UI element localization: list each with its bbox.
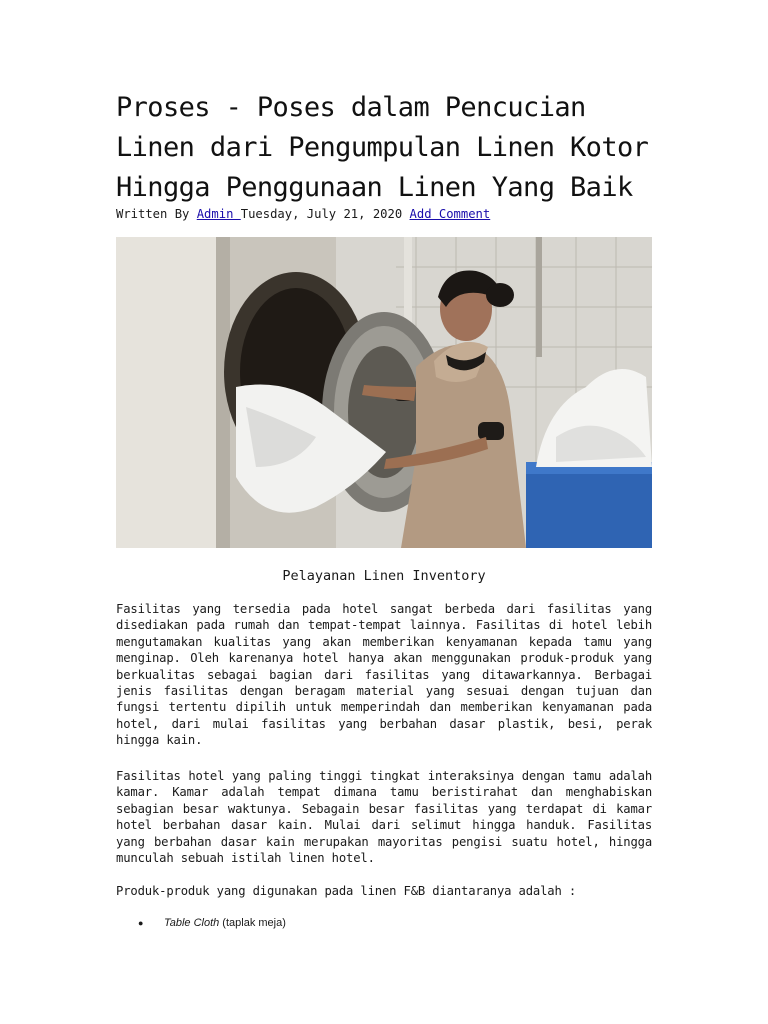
author-link[interactable]: Admin [196,207,241,221]
add-comment-link[interactable]: Add Comment [409,207,491,221]
paragraph: Produk-produk yang digunakan pada linen F&B diantaranya adalah : [116,884,576,898]
laundry-photo [116,237,652,548]
paragraph: Fasilitas yang tersedia pada hotel sangat berbeda dari fasilitas yang disediakan pada rumah dan tempat-tempat lainnya. Fasilitas di hotel lebih mengutamakan kualitas yang akan memberikan kenyamanan kepada tamu yang menginap. Oleh karenanya hotel hanya akan menggunakan produk-produk yang berkualitas sebagai bagian dari fasilitas yang ditawarkannya. Berbagai jenis fasilitas dengan beragam material yang sesuai dengan tujuan dan fungsi tertentu dipilih untuk memperindah dan memberikan kenyamanan pada hotel, dari mulai fasilitas yang berbahan dasar plastik, besi, perak hingga kain. [116,602,652,748]
post-date: Tuesday, July 21, 2020 [240,207,410,221]
paragraph: Fasilitas hotel yang paling tinggi tingkat interaksinya dengan tamu adalah kamar. Kamar adalah tempat dimana tamu beristirahat dan menghabiskan sebagian besar waktunya. Sebagain besar fasilitas yang terdapat di kamar hotel berbahan dasar kain. Mulai dari selimut hingga handuk. Fasilitas yang berbahan dasar kain merupakan mayoritas pengisi suatu hotel, hingga munculah sebuah istilah linen hotel. [116,769,652,866]
photo-caption: Pelayanan Linen Inventory [282,568,486,584]
list-item [138,915,286,931]
byline [116,205,490,223]
bullet-icon: ● [138,918,144,928]
list-item-gloss: (taplak meja) [219,917,286,929]
byline-prefix: Written By [116,207,197,221]
article-title: Proses - Poses dalam Pencucian Linen dari Pengumpulan Linen Kotor Hingga Penggunaan Linen Yang Baik [116,92,649,203]
list-item-term: Table Cloth [164,917,220,929]
